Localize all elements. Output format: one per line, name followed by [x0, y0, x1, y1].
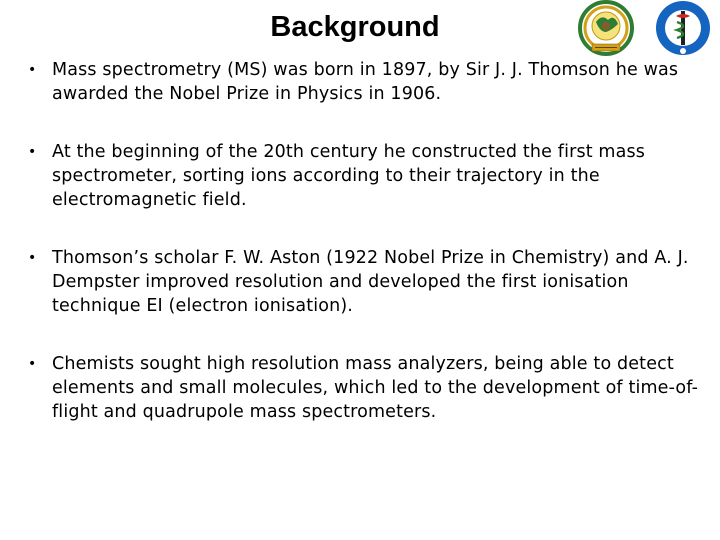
slide-title: Background — [270, 11, 440, 43]
bullet-text: Thomson’s scholar F. W. Aston (1922 Nobel Prize in Chemistry) and A. J. Dempster improved resolution and developed the first ionisation technique EI (electron ionisation). — [52, 248, 689, 316]
bullet-text: Mass spectrometry (MS) was born in 1897, by Sir J. J. Thomson he was awarded the Nobel Prize in Physics in 1906. — [52, 60, 679, 104]
bullet-text: At the beginning of the 20th century he constructed the first mass spectrometer, sorting ions according to their trajectory in the electromagnetic field. — [52, 142, 646, 210]
bullet-marker: • — [28, 250, 37, 266]
bullet-item — [28, 140, 704, 212]
bullet-marker: • — [28, 62, 37, 78]
bullet-text: Chemists sought high resolution mass analyzers, being able to detect elements and small molecules, which led to the development of time-of-flight and quadrupole mass spectrometers. — [52, 354, 699, 422]
kemri-badge-logo — [643, 0, 719, 60]
eac-emblem-logo — [572, 0, 640, 58]
bullet-item — [28, 352, 704, 424]
bullet-item — [28, 246, 704, 318]
bullet-item — [28, 58, 704, 106]
bullet-marker: • — [28, 144, 37, 160]
bullet-marker: • — [28, 356, 37, 372]
